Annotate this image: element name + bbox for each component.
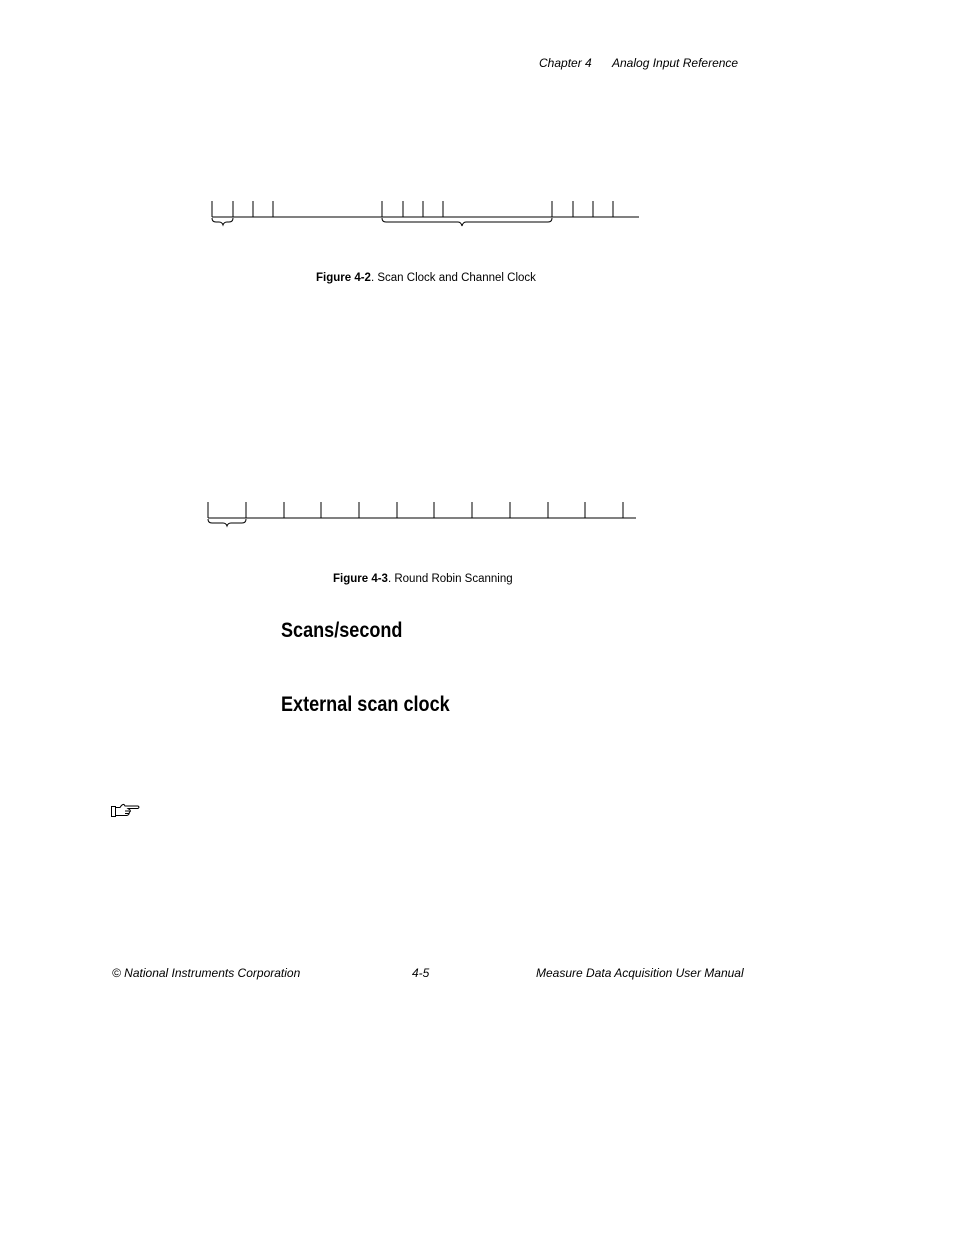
interval-brace bbox=[208, 519, 246, 526]
footer-copyright: © National Instruments Corporation bbox=[112, 966, 301, 980]
figure-label: Figure 4-3 bbox=[333, 573, 388, 585]
pointing-hand-icon bbox=[111, 803, 141, 819]
footer-manual-title: Measure Data Acquisition User Manual bbox=[536, 966, 744, 980]
figure-label: Figure 4-2 bbox=[316, 272, 371, 284]
header-section-title: Analog Input Reference bbox=[612, 56, 739, 70]
heading-external-scan-clock: External scan clock bbox=[281, 693, 450, 716]
figure-4-3-caption bbox=[333, 573, 513, 585]
header-chapter: Chapter 4 bbox=[539, 56, 592, 70]
figure-caption-text: . Scan Clock and Channel Clock bbox=[370, 272, 536, 284]
heading-scans-per-second: Scans/second bbox=[281, 619, 403, 642]
figure-caption-text: . Round Robin Scanning bbox=[387, 573, 513, 585]
round-robin-diagram bbox=[0, 0, 954, 560]
footer-page-number: 4-5 bbox=[412, 966, 430, 980]
